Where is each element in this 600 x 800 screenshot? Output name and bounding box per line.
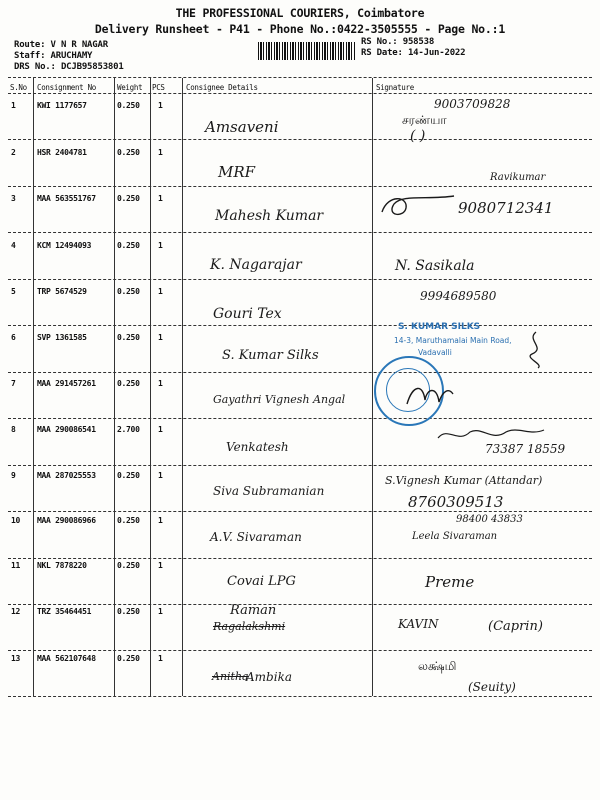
row-divider: [8, 186, 592, 187]
row-sno: 7: [11, 379, 16, 388]
row-consignee: K. Nagarajar: [210, 257, 302, 273]
rs-number: RS No.: 958538: [361, 37, 435, 47]
row-weight: 0.250: [117, 654, 140, 663]
row-weight: 0.250: [117, 607, 140, 616]
signature-name: N. Sasikala: [395, 258, 475, 274]
row-pcs: 1: [158, 425, 163, 434]
col-consignment: Consignment No: [37, 83, 97, 92]
row-divider: [8, 604, 592, 605]
row-consignment: MAA 287025553: [37, 471, 96, 480]
row-consignee: A.V. Sivaraman: [210, 530, 302, 544]
col-weight: Weight: [117, 83, 143, 92]
row-sno: 2: [11, 148, 16, 157]
row-divider: [8, 696, 592, 697]
row-weight: 0.250: [117, 241, 140, 250]
col-signature: Signature: [376, 83, 414, 92]
row-weight: 0.250: [117, 101, 140, 110]
signature-phone: 73387 18559: [485, 442, 566, 456]
header-bottom-rule: [8, 93, 592, 94]
row-consignment: TRP 5674529: [37, 287, 87, 296]
row-divider: [8, 511, 592, 512]
col-consignee: Consignee Details: [186, 83, 258, 92]
signature-phone: 9003709828: [434, 97, 511, 111]
row-pcs: 1: [158, 194, 163, 203]
row-sno: 9: [11, 471, 16, 480]
row-divider: [8, 650, 592, 651]
row-pcs: 1: [158, 654, 163, 663]
row-divider: [8, 465, 592, 466]
row-pcs: 1: [158, 607, 163, 616]
row-consignment: MAA 562107648: [37, 654, 96, 663]
row-weight: 2.700: [117, 425, 140, 434]
row-weight: 0.250: [117, 471, 140, 480]
row-pcs: 1: [158, 241, 163, 250]
row-sno: 3: [11, 194, 16, 203]
signature-mark: ( ): [410, 128, 426, 144]
row-consignee: Gouri Tex: [213, 306, 282, 322]
row-divider: [8, 279, 592, 280]
row-weight: 0.250: [117, 148, 140, 157]
row-sno: 5: [11, 287, 16, 296]
signature-phone: 9080712341: [458, 199, 554, 217]
row-consignee: Venkatesh: [226, 440, 289, 454]
signature-name: Leela Sivaraman: [412, 531, 498, 542]
row-consignment: MAA 563551767: [37, 194, 96, 203]
signature-name: Ravikumar: [490, 172, 546, 183]
row-consignee: Ambika: [246, 670, 292, 684]
col-pcs: PCS: [152, 83, 165, 92]
row-consignee: Mahesh Kumar: [215, 208, 324, 224]
header-top-rule: [8, 77, 592, 78]
row-divider: [8, 558, 592, 559]
barcode: [258, 42, 356, 60]
row-weight: 0.250: [117, 379, 140, 388]
row-consignment: KWI 1177657: [37, 101, 87, 110]
signature-name: Preme: [425, 573, 475, 591]
row-pcs: 1: [158, 148, 163, 157]
document-title: THE PROFESSIONAL COURIERS, Coimbatore: [175, 6, 425, 20]
row-consignment: MAA 291457261: [37, 379, 96, 388]
row-consignment: MAA 290086541: [37, 425, 96, 434]
row-sno: 1: [11, 101, 16, 110]
signature-name: S.Vignesh Kumar (Attandar): [385, 474, 543, 487]
signature-note: (Caprin): [488, 619, 543, 634]
row-weight: 0.250: [117, 561, 140, 570]
struck-out-name: Ragalakshmi: [213, 620, 286, 633]
signature-phone: 9994689580: [420, 289, 497, 303]
row-pcs: 1: [158, 101, 163, 110]
row-pcs: 1: [158, 379, 163, 388]
stamp-line: S. KUMAR SILKS: [398, 322, 481, 332]
signature-name: சரண்யா: [402, 113, 447, 127]
row-pcs: 1: [158, 333, 163, 342]
row-weight: 0.250: [117, 194, 140, 203]
row-consignment: SVP 1361585: [37, 333, 87, 342]
row-sno: 6: [11, 333, 16, 342]
signature-note: (Seuity): [468, 680, 516, 694]
row-divider: [8, 232, 592, 233]
drs-number: DRS No.: DCJB95853801: [14, 62, 124, 72]
row-consignee: Siva Subramanian: [213, 484, 325, 498]
row-consignee: S. Kumar Silks: [222, 348, 319, 363]
row-sno: 10: [11, 516, 21, 525]
row-consignment: MAA 290086966: [37, 516, 96, 525]
row-weight: 0.250: [117, 287, 140, 296]
signature-number: 98400 43833: [456, 514, 523, 525]
row-consignment: KCM 12494093: [37, 241, 92, 250]
row-consignee: Raman: [230, 603, 277, 618]
signature-scribble: [378, 190, 458, 224]
signature-scribble: [405, 380, 455, 410]
row-consignee: MRF: [218, 163, 256, 181]
row-pcs: 1: [158, 471, 163, 480]
row-consignee: Gayathri Vignesh Angal: [213, 393, 346, 406]
stamp-line: 14-3, Maruthamalai Main Road,: [394, 336, 512, 345]
row-consignee: Amsaveni: [205, 118, 279, 136]
row-consignment: TRZ 35464451: [37, 607, 92, 616]
row-weight: 0.250: [117, 516, 140, 525]
row-pcs: 1: [158, 287, 163, 296]
row-pcs: 1: [158, 561, 163, 570]
row-consignment: HSR 2404781: [37, 148, 87, 157]
struck-out-name: Anitha: [212, 670, 249, 683]
row-consignment: NKL 7878220: [37, 561, 87, 570]
row-pcs: 1: [158, 516, 163, 525]
row-sno: 11: [11, 561, 21, 570]
row-sno: 8: [11, 425, 16, 434]
row-divider: [8, 139, 592, 140]
signature-name: KAVIN: [398, 617, 439, 631]
signature-scribble: [522, 330, 552, 370]
signature-name: லக்ஷ்மி: [418, 659, 457, 673]
staff-label: Staff: ARUCHAMY: [14, 51, 93, 61]
row-weight: 0.250: [117, 333, 140, 342]
runsheet-subtitle: Delivery Runsheet - P41 - Phone No.:0422-3505555 - Page No.:1: [94, 22, 506, 36]
route-label: Route: V N R NAGAR: [14, 40, 108, 50]
col-sno: S.No: [10, 83, 27, 92]
row-sno: 13: [11, 654, 21, 663]
signature-phone: 8760309513: [408, 493, 504, 511]
row-sno: 12: [11, 607, 21, 616]
row-consignee: Covai LPG: [227, 574, 296, 589]
rs-date: RS Date: 14-Jun-2022: [361, 48, 466, 58]
stamp-line: Vadavalli: [418, 348, 452, 357]
row-sno: 4: [11, 241, 16, 250]
